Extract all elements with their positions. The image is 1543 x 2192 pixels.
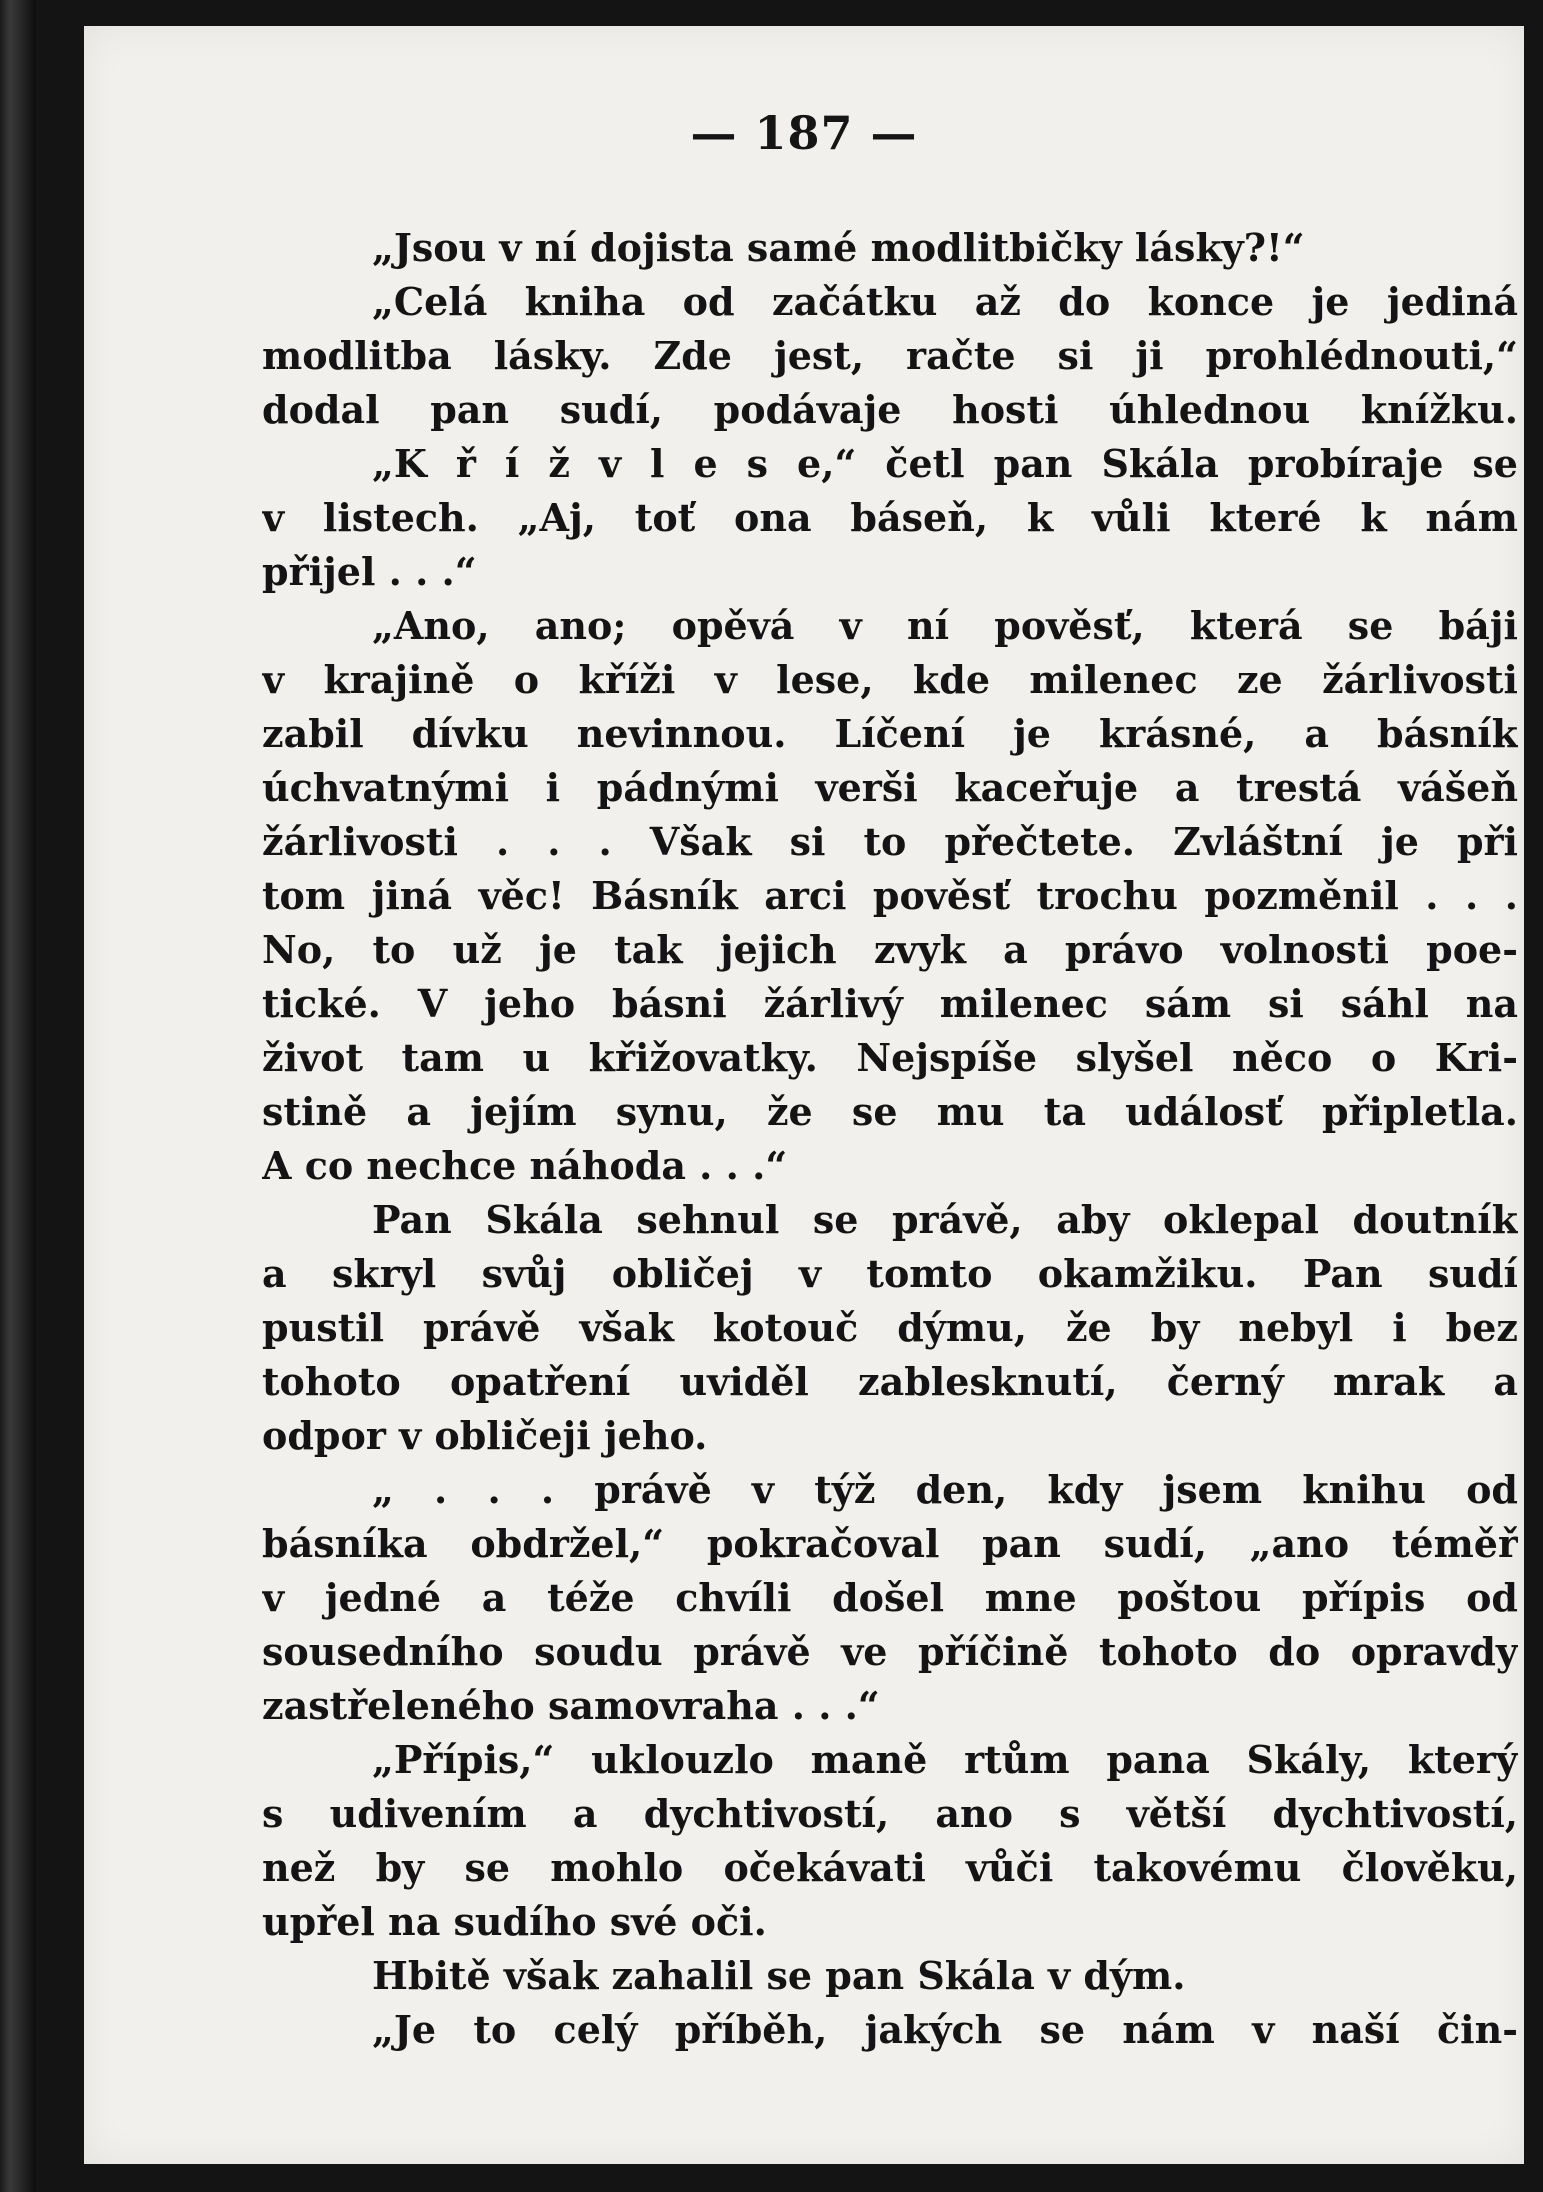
- text-line: dodal pan sudí, podávaje hosti úhlednou knížku.: [262, 387, 1518, 432]
- text-line: žárlivosti . . . Však si to přečtete. Zvláštní je při: [262, 819, 1518, 864]
- text-line: „Ano, ano; opěvá v ní pověsť, která se báji: [372, 603, 1518, 648]
- text-line: No, to už je tak jejich zvyk a právo volnosti poe-: [262, 927, 1518, 972]
- previous-page-edge: [0, 0, 36, 2192]
- text-line: básníka obdržel,“ pokračoval pan sudí, „ano téměř: [262, 1521, 1518, 1566]
- text-line: tické. V jeho básni žárlivý milenec sám si sáhl na: [262, 981, 1518, 1026]
- text-line: než by se mohlo očekávati vůči takovému člověku,: [262, 1845, 1518, 1890]
- text-line: život tam u křižovatky. Nejspíše slyšel něco o Kri-: [262, 1035, 1518, 1080]
- text-line: „K ř í ž v l e s e,“ četl pan Skála probíraje se: [372, 441, 1518, 486]
- text-line: v krajině o kříži v lese, kde milenec ze žárlivosti: [262, 657, 1518, 702]
- text-line: tohoto opatření uviděl zablesknutí, černý mrak a: [262, 1359, 1518, 1404]
- text-line: zabil dívku nevinnou. Líčení je krásné, a básník: [262, 711, 1518, 756]
- text-line: stině a jejím synu, že se mu ta událosť připletla.: [262, 1089, 1518, 1134]
- text-line: „Je to celý příběh, jakých se nám v naší čin-: [372, 2007, 1518, 2052]
- text-line: Hbitě však zahalil se pan Skála v dým.: [372, 1953, 1186, 1998]
- text-line: sousedního soudu právě ve příčině tohoto do opravdy: [262, 1629, 1518, 1674]
- text-line: „ . . . právě v týž den, kdy jsem knihu od: [372, 1467, 1518, 1512]
- text-line: modlitba lásky. Zde jest, račte si ji prohlédnouti,“: [262, 333, 1518, 378]
- text-line: tom jiná věc! Básník arci pověsť trochu pozměnil . . .: [262, 873, 1518, 918]
- page-number: — 187 —: [690, 106, 918, 160]
- text-line: „Jsou v ní dojista samé modlitbičky lásky?!“: [372, 225, 1305, 270]
- text-line: v jedné a téže chvíli došel mne poštou přípis od: [262, 1575, 1518, 1620]
- text-line: upřel na sudího své oči.: [262, 1899, 767, 1944]
- text-line: pustil právě však kotouč dýmu, že by nebyl i bez: [262, 1305, 1518, 1350]
- text-line: s udivením a dychtivostí, ano s větší dychtivostí,: [262, 1791, 1518, 1836]
- body-text: [262, 221, 1518, 2057]
- text-line: přijel . . .“: [262, 549, 477, 594]
- text-line: a skryl svůj obličej v tomto okamžiku. Pan sudí: [262, 1251, 1518, 1296]
- text-line: A co nechce náhoda . . .“: [262, 1143, 788, 1188]
- text-line: úchvatnými i pádnými verši kaceřuje a trestá vášeň: [262, 765, 1518, 810]
- text-line: zastřeleného samovraha . . .“: [262, 1683, 880, 1728]
- text-line: odpor v obličeji jeho.: [262, 1413, 708, 1458]
- book-page: [84, 26, 1524, 2164]
- text-line: v listech. „Aj, toť ona báseň, k vůli které k nám: [262, 495, 1518, 540]
- text-line: „Celá kniha od začátku až do konce je jediná: [372, 279, 1518, 324]
- text-line: Pan Skála sehnul se právě, aby oklepal doutník: [372, 1197, 1518, 1242]
- text-line: „Přípis,“ uklouzlo maně rtům pana Skály, který: [372, 1737, 1518, 1782]
